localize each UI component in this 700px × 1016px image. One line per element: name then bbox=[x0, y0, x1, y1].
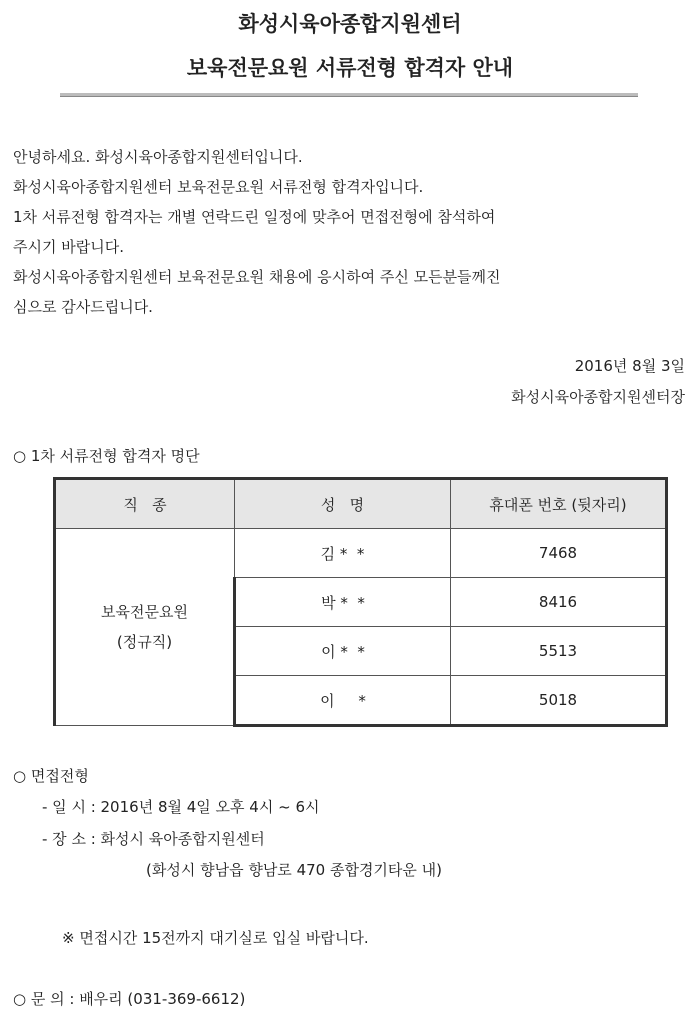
intro-line: 화성시육아종합지원센터 보육전문요원 서류전형 합격자입니다. bbox=[13, 178, 424, 196]
applicant-phone: 5018 bbox=[451, 676, 667, 726]
col-header-name: 성 명 bbox=[235, 479, 451, 529]
signer: 화성시육아종합지원센터장 bbox=[511, 388, 685, 406]
interview-place: - 장 소 : 화성시 육아종합지원센터 bbox=[42, 830, 265, 848]
interview-time: - 일 시 : 2016년 8월 4일 오후 4시 ~ 6시 bbox=[42, 798, 320, 816]
table-header-row bbox=[55, 479, 667, 529]
job-cell bbox=[55, 529, 235, 726]
intro-line: 화성시육아종합지원센터 보육전문요원 채용에 응시하여 주신 모든분들께진 bbox=[13, 268, 501, 286]
notice-date: 2016년 8월 3일 bbox=[574, 357, 685, 375]
job-type: (정규직) bbox=[116, 633, 173, 651]
intro-line: 1차 서류전형 합격자는 개별 연락드린 일정에 맞추어 면접전형에 참석하여 bbox=[13, 208, 496, 226]
applicant-name: 이 * bbox=[235, 676, 451, 726]
applicant-name: 김 * * bbox=[235, 529, 451, 578]
intro-line: 심으로 감사드립니다. bbox=[13, 298, 153, 316]
interview-heading: ○ 면접전형 bbox=[13, 767, 89, 785]
interview-address: (화성시 향남읍 향남로 470 종합경기타운 내) bbox=[146, 861, 443, 879]
col-header-job: 직 종 bbox=[55, 479, 235, 529]
interview-note: ※ 면접시간 15전까지 대기실로 입실 바랍니다. bbox=[62, 929, 369, 947]
roster-heading: ○ 1차 서류전형 합격자 명단 bbox=[13, 447, 200, 465]
page-title: 보육전문요원 서류전형 합격자 안내 bbox=[186, 56, 514, 80]
table-row bbox=[55, 529, 667, 578]
intro-line: 주시기 바랍니다. bbox=[13, 238, 124, 256]
intro-line: 안녕하세요. 화성시육아종합지원센터입니다. bbox=[13, 148, 303, 166]
roster-table bbox=[53, 477, 668, 727]
applicant-phone: 8416 bbox=[451, 578, 667, 627]
applicant-phone: 5513 bbox=[451, 627, 667, 676]
col-header-phone: 휴대폰 번호 (뒷자리) bbox=[451, 479, 667, 529]
title-divider bbox=[60, 93, 638, 97]
contact-info: ○ 문 의 : 배우리 (031-369-6612) bbox=[13, 990, 246, 1008]
applicant-phone: 7468 bbox=[451, 529, 667, 578]
applicant-name: 이 * * bbox=[235, 627, 451, 676]
org-title: 화성시육아종합지원센터 bbox=[238, 12, 462, 36]
applicant-name: 박 * * bbox=[235, 578, 451, 627]
job-title: 보육전문요원 bbox=[101, 603, 188, 621]
